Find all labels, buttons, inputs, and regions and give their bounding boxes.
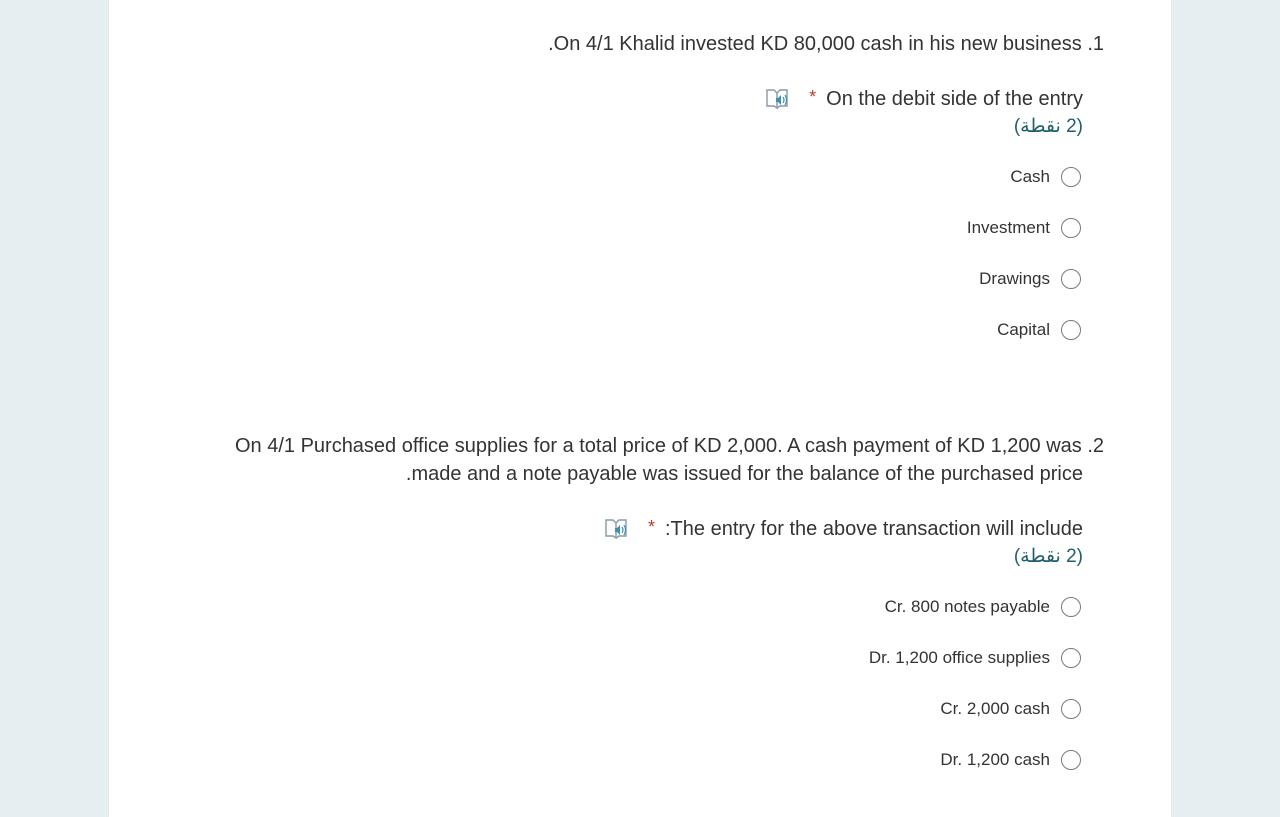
option-label: Cash [1010, 167, 1050, 186]
immersive-reader-icon[interactable] [604, 516, 630, 542]
option-label: Dr. 1,200 office supplies [868, 648, 1050, 667]
required-marker: * [647, 516, 655, 537]
option-cr-800-notes-payable[interactable] [885, 597, 1081, 617]
radio-button[interactable] [1061, 320, 1081, 340]
immersive-reader-icon[interactable] [765, 86, 791, 112]
radio-button[interactable] [1061, 218, 1081, 238]
option-capital[interactable] [997, 320, 1081, 340]
option-label: Drawings [979, 269, 1050, 288]
option-label: Capital [997, 320, 1050, 339]
question-1-title: .On 4/1 Khalid invested KD 80,000 cash in his new business .1 [548, 33, 1104, 55]
question-1-points: (2 نقطة) [1013, 116, 1083, 137]
option-label: Investment [966, 218, 1050, 237]
option-label: Dr. 1,200 cash [940, 750, 1050, 769]
radio-button[interactable] [1061, 648, 1081, 668]
option-drawings[interactable] [979, 269, 1081, 289]
option-label: Cr. 2,000 cash [940, 699, 1050, 718]
radio-button[interactable] [1061, 167, 1081, 187]
question-1-prompt-row [765, 86, 1083, 112]
radio-button[interactable] [1061, 699, 1081, 719]
question-1-prompt: On the debit side of the entry [826, 87, 1083, 110]
question-2-title-line-2: .made and a note payable was issued for the balance of the purchased price [405, 463, 1083, 485]
question-2-prompt: :The entry for the above transaction will include [665, 517, 1083, 540]
option-dr-1200-office-supplies[interactable] [869, 648, 1081, 668]
question-2-title [174, 432, 1104, 488]
option-cash[interactable] [1010, 167, 1081, 187]
option-label: Cr. 800 notes payable [884, 597, 1050, 616]
required-marker: * [809, 86, 817, 107]
radio-button[interactable] [1061, 597, 1081, 617]
option-cr-2000-cash[interactable] [940, 699, 1081, 719]
question-2-points: (2 نقطة) [1013, 546, 1083, 567]
radio-button[interactable] [1061, 269, 1081, 289]
question-2-prompt-row [604, 516, 1083, 542]
option-investment[interactable] [967, 218, 1081, 238]
radio-button[interactable] [1061, 750, 1081, 770]
option-dr-1200-cash[interactable] [940, 750, 1081, 770]
form-card [109, 0, 1171, 817]
question-2-title-line-1: On 4/1 Purchased office supplies for a total price of KD 2,000. A cash payment of KD 1,200 was .2 [234, 435, 1104, 457]
